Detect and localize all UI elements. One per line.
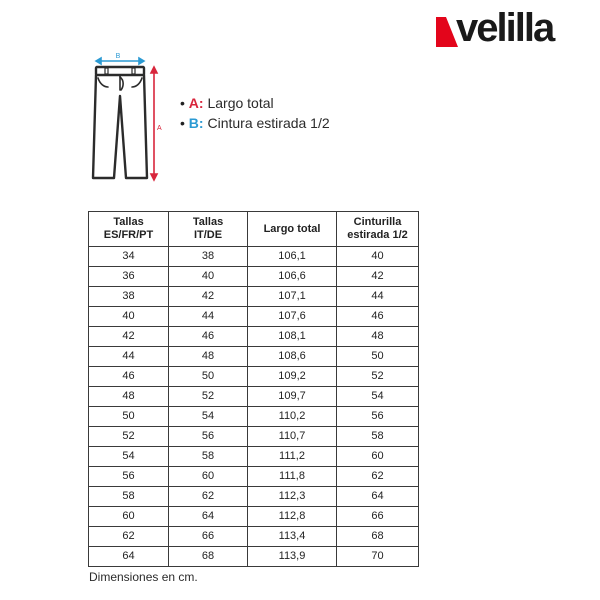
table-cell: 62 xyxy=(169,487,248,507)
table-cell: 40 xyxy=(89,307,169,327)
table-cell: 48 xyxy=(337,327,419,347)
brand-name: velilla xyxy=(456,6,554,50)
table-cell: 112,3 xyxy=(248,487,337,507)
table-cell: 52 xyxy=(89,427,169,447)
table-row xyxy=(89,447,419,467)
table-cell: 112,8 xyxy=(248,507,337,527)
table-cell: 44 xyxy=(169,307,248,327)
table-cell: 58 xyxy=(169,447,248,467)
table-cell: 46 xyxy=(89,367,169,387)
table-cell: 68 xyxy=(169,547,248,567)
table-cell: 54 xyxy=(89,447,169,467)
size-table xyxy=(88,211,419,567)
footnote: Dimensiones en cm. xyxy=(89,570,198,584)
table-cell: 52 xyxy=(337,367,419,387)
table-cell: 50 xyxy=(89,407,169,427)
table-cell: 111,2 xyxy=(248,447,337,467)
legend-key-a: A: xyxy=(188,95,204,111)
table-cell: 54 xyxy=(169,407,248,427)
table-cell: 66 xyxy=(169,527,248,547)
legend-item-a xyxy=(180,93,330,113)
bullet: • xyxy=(180,95,185,111)
table-cell: 66 xyxy=(337,507,419,527)
table-row xyxy=(89,467,419,487)
logo-mark-icon xyxy=(436,17,458,47)
legend-key-b: B: xyxy=(188,115,204,131)
table-cell: 46 xyxy=(337,307,419,327)
table-cell: 60 xyxy=(169,467,248,487)
table-cell: 44 xyxy=(337,287,419,307)
table-cell: 60 xyxy=(337,447,419,467)
table-cell: 40 xyxy=(169,267,248,287)
table-cell: 106,6 xyxy=(248,267,337,287)
table-row xyxy=(89,407,419,427)
table-row xyxy=(89,387,419,407)
table-cell: 54 xyxy=(337,387,419,407)
header-cinturilla: Cinturilla estirada 1/2 xyxy=(337,212,419,247)
table-cell: 62 xyxy=(89,527,169,547)
table-cell: 42 xyxy=(169,287,248,307)
table-cell: 111,8 xyxy=(248,467,337,487)
table-cell: 40 xyxy=(337,247,419,267)
table-row xyxy=(89,547,419,567)
table-cell: 64 xyxy=(169,507,248,527)
table-cell: 38 xyxy=(169,247,248,267)
table-cell: 52 xyxy=(169,387,248,407)
table-header-row xyxy=(89,212,419,247)
table-row xyxy=(89,487,419,507)
table-row xyxy=(89,247,419,267)
legend-text-b: Cintura estirada 1/2 xyxy=(207,115,330,131)
table-row xyxy=(89,527,419,547)
header-tallas-es: Tallas ES/FR/PT xyxy=(89,212,169,247)
table-cell: 44 xyxy=(89,347,169,367)
measure-a-arrow xyxy=(151,67,157,180)
velilla-logo xyxy=(436,6,588,50)
table-cell: 107,6 xyxy=(248,307,337,327)
table-cell: 64 xyxy=(89,547,169,567)
table-cell: 108,6 xyxy=(248,347,337,367)
header-largo-total: Largo total xyxy=(248,212,337,247)
table-cell: 58 xyxy=(337,427,419,447)
table-cell: 48 xyxy=(89,387,169,407)
table-cell: 106,1 xyxy=(248,247,337,267)
table-row xyxy=(89,347,419,367)
table-row xyxy=(89,307,419,327)
trousers-diagram xyxy=(88,50,168,185)
table-row xyxy=(89,287,419,307)
table-cell: 60 xyxy=(89,507,169,527)
table-cell: 46 xyxy=(169,327,248,347)
table-cell: 107,1 xyxy=(248,287,337,307)
table-row xyxy=(89,327,419,347)
table-cell: 109,2 xyxy=(248,367,337,387)
table-cell: 109,7 xyxy=(248,387,337,407)
table-row xyxy=(89,367,419,387)
table-cell: 113,4 xyxy=(248,527,337,547)
legend-item-b xyxy=(180,113,330,133)
table-cell: 56 xyxy=(169,427,248,447)
table-cell: 42 xyxy=(337,267,419,287)
legend-text-a: Largo total xyxy=(207,95,274,111)
table-cell: 58 xyxy=(89,487,169,507)
table-cell: 50 xyxy=(169,367,248,387)
table-cell: 110,2 xyxy=(248,407,337,427)
table-cell: 108,1 xyxy=(248,327,337,347)
table-cell: 113,9 xyxy=(248,547,337,567)
trousers-icon xyxy=(93,67,147,178)
table-row xyxy=(89,267,419,287)
table-cell: 64 xyxy=(337,487,419,507)
table-cell: 50 xyxy=(337,347,419,367)
table-cell: 38 xyxy=(89,287,169,307)
table-row xyxy=(89,427,419,447)
table-cell: 70 xyxy=(337,547,419,567)
table-cell: 36 xyxy=(89,267,169,287)
table-cell: 56 xyxy=(337,407,419,427)
measurement-legend xyxy=(180,93,330,133)
table-cell: 110,7 xyxy=(248,427,337,447)
table-cell: 34 xyxy=(89,247,169,267)
table-body xyxy=(89,247,419,567)
table-cell: 62 xyxy=(337,467,419,487)
table-cell: 48 xyxy=(169,347,248,367)
table-cell: 56 xyxy=(89,467,169,487)
header-tallas-it: Tallas IT/DE xyxy=(169,212,248,247)
label-b: B xyxy=(115,53,121,60)
table-row xyxy=(89,507,419,527)
table-cell: 68 xyxy=(337,527,419,547)
table-cell: 42 xyxy=(89,327,169,347)
label-a: A xyxy=(157,125,162,132)
bullet: • xyxy=(180,115,185,131)
